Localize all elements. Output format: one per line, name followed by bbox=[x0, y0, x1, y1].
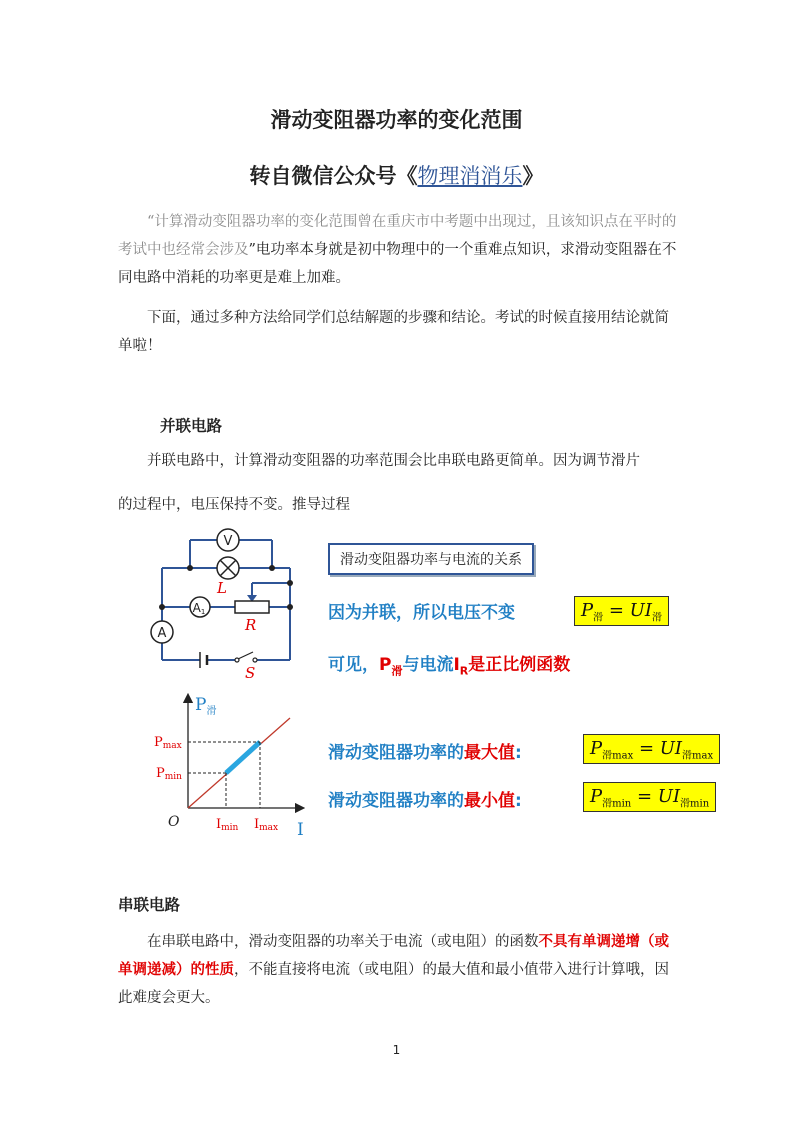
page-number: 1 bbox=[392, 1043, 401, 1057]
range-segment bbox=[226, 742, 260, 773]
statement-proportional: 可见，$P_滑$与电流$I_R$是正比例函数 bbox=[328, 655, 571, 678]
formula-min: $P_{滑min} = UI_{滑min}$ bbox=[583, 782, 716, 812]
intro-quote-rest: ”电功率本身就是初中物理中的一个重难点知识，求滑动变阻器在不同电路中消耗的功率更是难上加难。 bbox=[118, 242, 677, 286]
subtitle-suffix: 》 bbox=[522, 164, 544, 188]
parallel-heading: 并联电路 bbox=[160, 417, 223, 435]
pmax-label: Pmax bbox=[154, 735, 182, 751]
relation-box-label: 滑动变阻器功率与电流的关系 bbox=[328, 543, 534, 575]
ammeter1-label: A1 bbox=[192, 601, 206, 616]
page-subtitle bbox=[0, 160, 793, 190]
page-title: 滑动变阻器功率的变化范围 bbox=[270, 108, 523, 132]
origin-label: O bbox=[168, 814, 180, 830]
x-axis-label: I bbox=[297, 820, 304, 838]
formula-power: $P_滑 = UI_滑$ bbox=[574, 596, 669, 626]
pmin-label: Pmin bbox=[156, 766, 182, 782]
circuit-diagram bbox=[145, 525, 315, 685]
imax-label: Imax bbox=[254, 817, 279, 833]
voltmeter-label: V bbox=[223, 534, 233, 549]
formula-max: $P_{滑max} = UI_{滑max}$ bbox=[583, 734, 720, 764]
imin-label: Imin bbox=[216, 817, 239, 833]
intro-paragraph bbox=[118, 208, 678, 292]
series-paragraph: 在串联电路中，滑动变阻器的功率关于电流（或电阻）的函数不具有单调递增（或单调递减）的性质，不能直接将电流（或电阻）的最大值和最小值带入进行计算哦，因此难度会更大。 bbox=[118, 933, 669, 1006]
ammeter-label: A bbox=[157, 626, 167, 641]
power-current-graph bbox=[150, 688, 320, 838]
subtitle-prefix: 转自微信公众号《 bbox=[249, 164, 418, 188]
resistor-icon bbox=[235, 601, 269, 613]
source-link[interactable]: 物理消消乐 bbox=[417, 164, 523, 188]
intro-quote: “计算滑动变阻器功率的变化范围曾在重庆市中考题中出现过，且该知识点在平时的考试中也经常会涉及 bbox=[118, 214, 677, 258]
switch-label: S bbox=[245, 664, 256, 682]
y-axis-label: $P_滑$ bbox=[195, 695, 217, 717]
series-heading: 串联电路 bbox=[118, 896, 181, 914]
parallel-line-2: 的过程中，电压保持不变。推导过程 bbox=[118, 497, 350, 513]
statement-parallel: 因为并联，所以电压不变 bbox=[328, 603, 515, 623]
parallel-line-1: 并联电路中，计算滑动变阻器的功率范围会比串联电路更简单。因为调节滑片 bbox=[147, 453, 640, 469]
lamp-label: L bbox=[217, 579, 227, 597]
resistor-label: R bbox=[245, 616, 257, 634]
max-statement: 滑动变阻器功率的最大值: bbox=[328, 743, 522, 763]
min-statement: 滑动变阻器功率的最小值: bbox=[328, 791, 522, 811]
intro-paragraph-2: 下面，通过多种方法给同学们总结解题的步骤和结论。考试的时候直接用结论就简单啦！ bbox=[118, 310, 669, 354]
